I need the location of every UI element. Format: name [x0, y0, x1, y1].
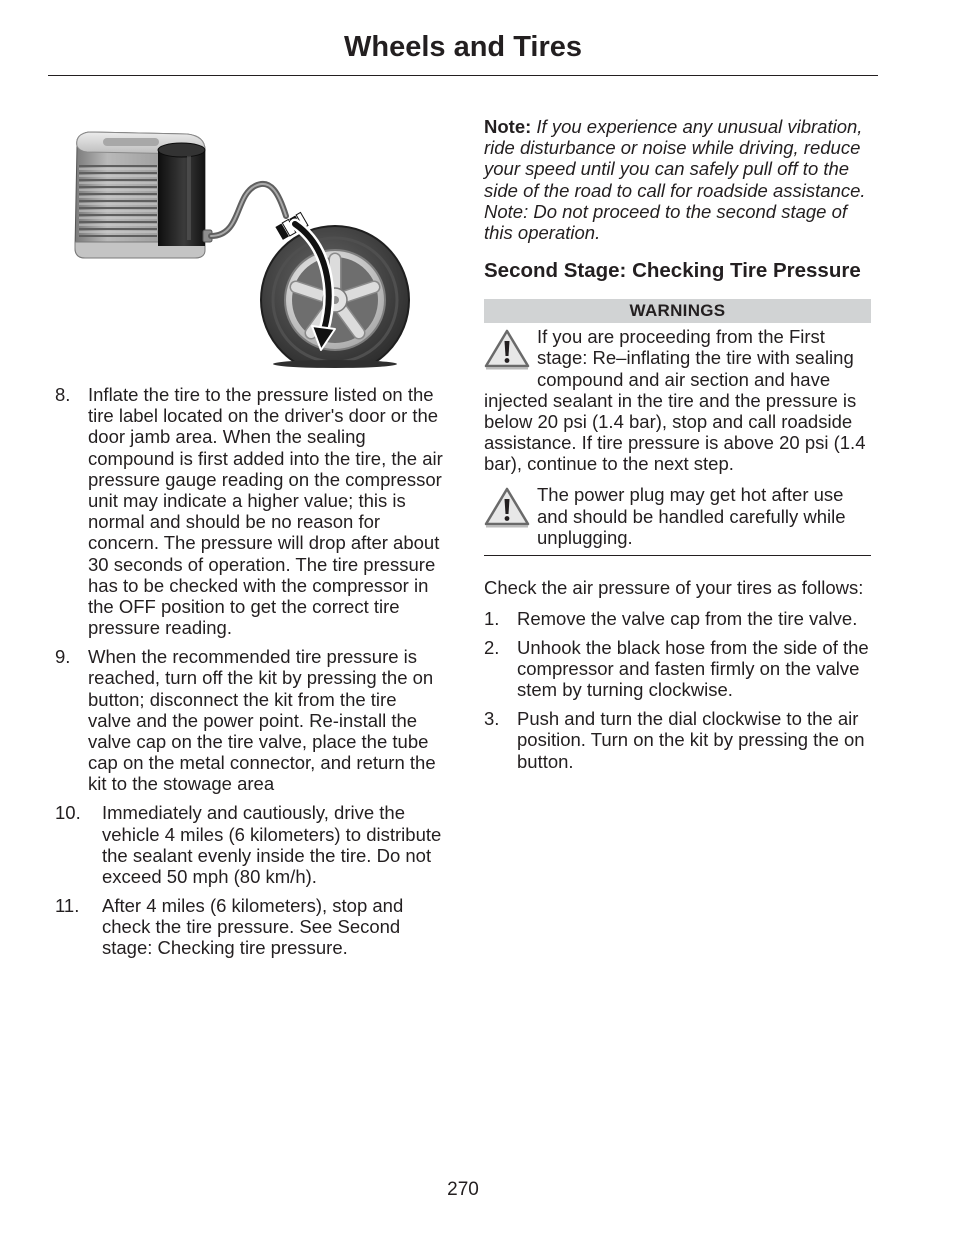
list-item [55, 646, 443, 794]
step-text: Immediately and cautiously, drive the vehicle 4 miles (6 kilometers) to distribute the sealant evenly inside the tire. Do not exceed 50 mph (80 km/h). [102, 802, 442, 888]
step-number: 1. [484, 607, 500, 629]
note-text: If you experience any unusual vibration, ride disturbance or noise while driving, reduce your speed until you can safely pull off to the side of the road to call for roadside assistance. Note: Do not proceed to the second stage of this operation. [484, 116, 866, 244]
list-item [55, 384, 443, 638]
flat-tire [261, 226, 409, 370]
page-number: 270 [447, 1179, 479, 1200]
section-heading: Second Stage: Checking Tire Pressure [484, 258, 861, 282]
warning-block [484, 484, 871, 548]
warning-block [484, 326, 871, 474]
list-item [55, 802, 443, 887]
step-number: 3. [484, 708, 500, 730]
title-divider [48, 75, 878, 76]
step-number: 8. [55, 384, 71, 405]
step-text: Inflate the tire to the pressure listed on the tire label located on the driver's door or the door jamb area. When the sealing compound is first added into the tire, the air pressure gauge reading on the compressor unit may indicate a higher value; this is normal and should be no reason for concern. The pressure will drop after about 30 seconds of operation. The tire pressure has to be checked with the compressor in the OFF position to get the correct tire pressure reading. [88, 384, 443, 639]
warning-icon [484, 326, 531, 386]
step-number: 10. [55, 802, 81, 824]
warnings-divider [484, 555, 871, 556]
step-text: Unhook the black hose from the side of the compressor and fasten firmly on the valve stem by turning clockwise. [517, 636, 869, 701]
inflation-steps-list [55, 384, 443, 966]
warning-text: If you are proceeding from the First stage: Re–inflating the tire with sealing compound and air section and have injected sealant in the tire and the pressure is below 20 psi (1.4 bar), stop and call roadside assistance. If tire pressure is above 20 psi (1.4 bar), continue to the next step. [484, 326, 866, 475]
warning-icon [484, 484, 531, 544]
step-number: 11. [55, 895, 80, 917]
step-number: 2. [484, 636, 500, 658]
check-pressure-steps-list [484, 608, 871, 772]
page-title: Wheels and Tires [344, 31, 582, 63]
check-intro: Check the air pressure of your tires as follows: [484, 577, 864, 599]
note-paragraph [484, 116, 871, 243]
list-item [55, 895, 443, 959]
list-item [484, 608, 871, 629]
list-item [484, 637, 871, 701]
compressor-unit [75, 132, 212, 258]
warning-text: The power plug may get hot after use and should be handled carefully while unplugging. [537, 484, 846, 548]
tire-inflator-kit-illustration [65, 118, 410, 370]
note-label: Note: [484, 116, 532, 137]
right-column [484, 116, 871, 780]
list-item [484, 708, 871, 772]
step-text: After 4 miles (6 kilometers), stop and check the tire pressure. See Second stage: Checking tire pressure. [102, 895, 404, 959]
step-text: Remove the valve cap from the tire valve. [517, 607, 858, 629]
step-text: When the recommended tire pressure is reached, turn off the kit by pressing the on button; disconnect the kit from the tire valve and the power point. Re-install the valve cap on the tire valve, place the tube cap on the metal connector, and return the kit to the stowage area [88, 646, 436, 795]
step-number: 9. [55, 646, 71, 668]
warnings-header: WARNINGS [484, 299, 871, 323]
air-hose [211, 184, 286, 236]
step-text: Push and turn the dial clockwise to the air position. Turn on the kit by pressing the on button. [517, 708, 865, 772]
